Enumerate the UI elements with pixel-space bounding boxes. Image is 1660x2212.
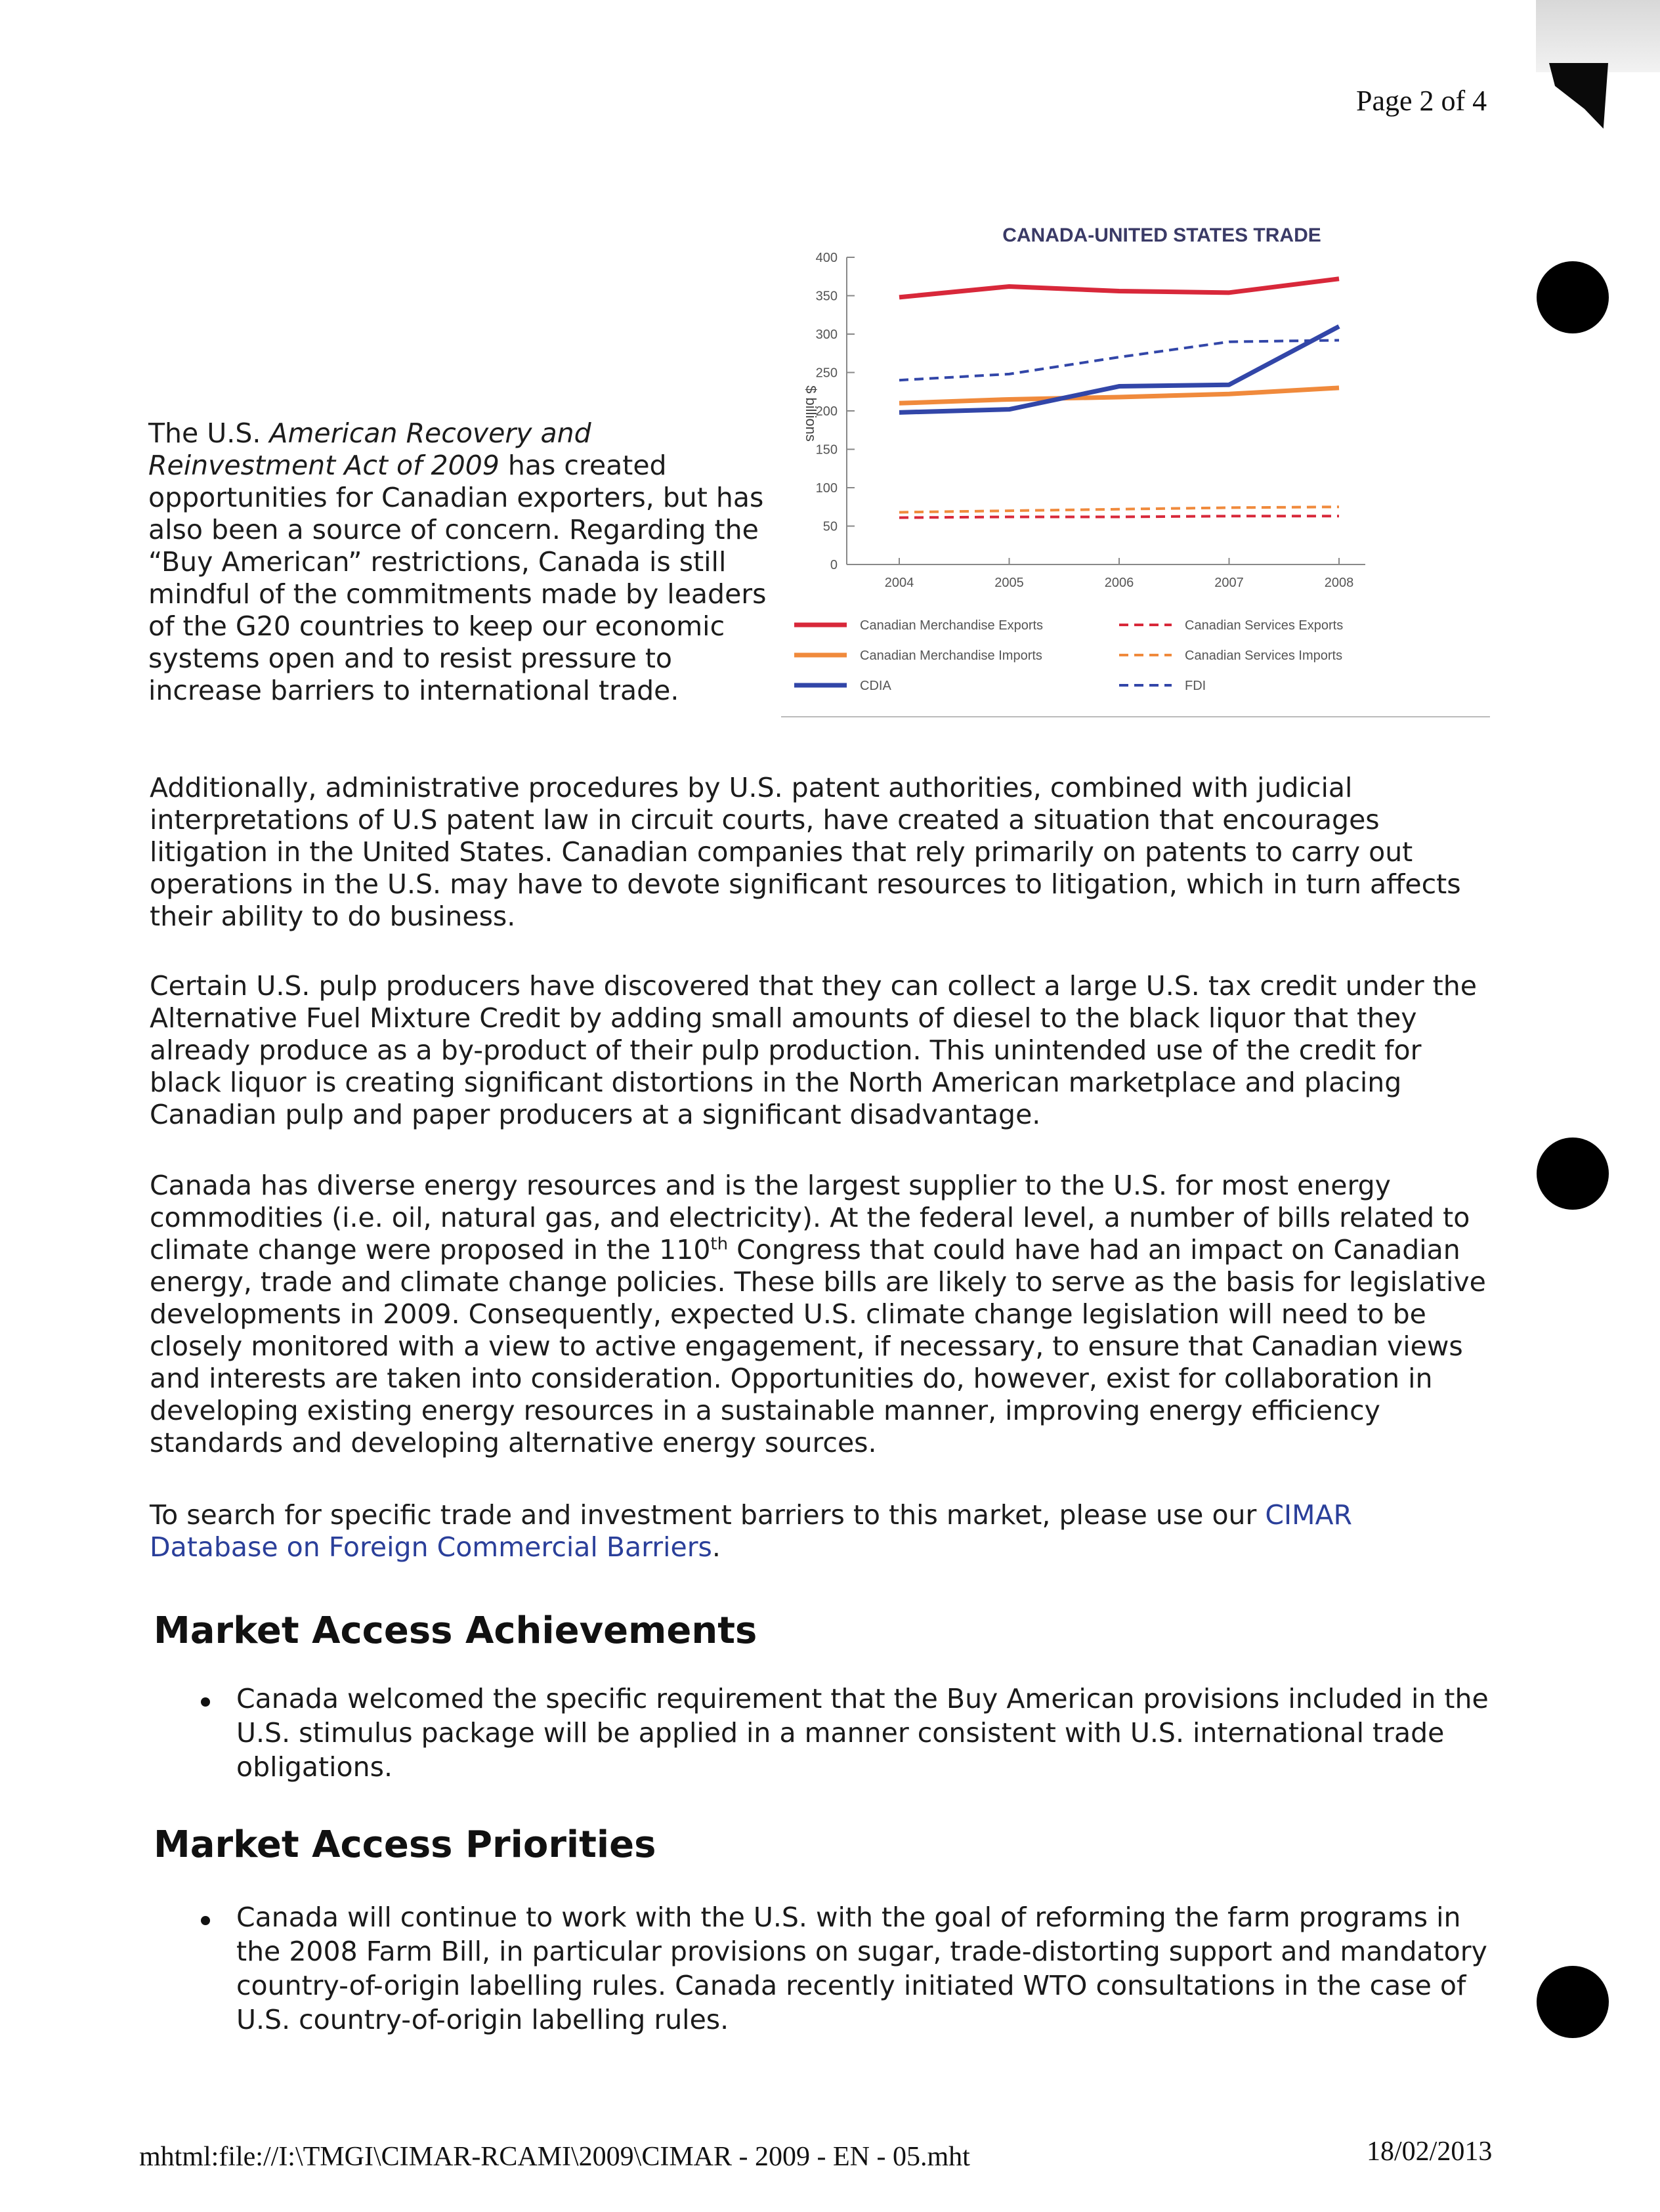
y-tick-label: 150 bbox=[815, 442, 838, 457]
priorities-heading: Market Access Priorities bbox=[154, 1823, 656, 1866]
y-tick-label: 350 bbox=[815, 289, 838, 304]
achievements-heading: Market Access Achievements bbox=[154, 1609, 757, 1652]
x-tick-label: 2004 bbox=[884, 576, 914, 590]
punch-hole-middle bbox=[1537, 1138, 1609, 1210]
legend-label: Canadian Services Imports bbox=[1185, 649, 1343, 663]
legend-label: Canadian Merchandise Imports bbox=[860, 649, 1042, 663]
chart-series bbox=[899, 279, 1339, 518]
x-tick-label: 2008 bbox=[1324, 576, 1354, 590]
bullet-dot bbox=[201, 1697, 210, 1707]
y-tick-label: 250 bbox=[815, 366, 838, 381]
chart-legend bbox=[794, 618, 1343, 693]
x-tick-labels bbox=[885, 558, 1354, 590]
bullet-dot bbox=[201, 1916, 210, 1925]
series-line bbox=[899, 279, 1339, 297]
legend-label: CDIA bbox=[860, 679, 891, 693]
cimar-database-link[interactable]: CIMAR Database on Foreign Commercial Barriers bbox=[150, 1499, 1353, 1563]
energy-paragraph: Canada has diverse energy resources and is the largest supplier to the U.S. for most energy commodities (i.e. oil, natural gas, and electricity). At the federal level, a number of bills related to climate change were proposed in the 110th Congress that could have had an impact on Canadian energy, trade and climate change policies. These bills are likely to serve as the basis for legislative developments in 2009. Consequently, expected U.S. climate change legislation will need to be closely monitored with a view to active engagement, if necessary, to ensure that Canadian views and interests are taken into consideration. Opportunities do, however, exist for collaboration in developing existing energy resources in a sustainable manner, improving energy efficiency standards and developing alternative energy sources. bbox=[150, 1170, 1486, 1458]
punch-hole-top bbox=[1537, 261, 1609, 333]
x-tick-label: 2007 bbox=[1214, 576, 1244, 590]
achievements-bullet-text: Canada welcomed the specific requirement that the Buy American provisions included in the U.S. stimulus package will be applied in a manner consistent with U.S. international trade obligations. bbox=[236, 1683, 1489, 1783]
y-tick-label: 200 bbox=[815, 404, 838, 419]
footer-file-path: mhtml:file://I:\TMGI\CIMAR-RCAMI\2009\CIMAR - 2009 - EN - 05.mht bbox=[139, 2142, 970, 2172]
y-tick-label: 50 bbox=[822, 519, 838, 534]
trade-chart bbox=[781, 217, 1490, 729]
search-paragraph: To search for specific trade and investment barriers to this market, please use our CIMAR Database on Foreign Commercial Barriers. bbox=[150, 1499, 1353, 1563]
chart-title: CANADA-UNITED STATES TRADE bbox=[1002, 224, 1321, 246]
legend-label: Canadian Services Exports bbox=[1185, 618, 1344, 633]
series-line bbox=[899, 516, 1339, 517]
y-tick-label: 100 bbox=[815, 481, 838, 496]
punch-hole-bottom bbox=[1537, 1966, 1609, 2038]
y-tick-labels bbox=[816, 251, 855, 572]
legend-label: FDI bbox=[1185, 679, 1206, 693]
series-line bbox=[899, 507, 1339, 512]
footer-date: 18/02/2013 bbox=[1367, 2137, 1493, 2167]
scan-corner-shade bbox=[1536, 0, 1660, 72]
y-tick-label: 0 bbox=[830, 558, 838, 572]
patent-paragraph: Additionally, administrative procedures by U.S. patent authorities, combined with judicial interpretations of U.S patent law in circuit courts, have created a situation that encourages litigation in the United States. Canadian companies that rely primarily on patents to carry out operations in the U.S. may have to devote significant resources to litigation, which in turn affects their ability to do business. bbox=[150, 772, 1461, 932]
intro-paragraph: The U.S. American Recovery and Reinvestment Act of 2009 has created opportunities for Canadian exporters, but has also been a source of concern. Regarding the “Buy American” restrictions, Canada is still mindful of the commitments made by leaders of the G20 countries to keep our economic systems open and to resist pressure to increase barriers to international trade. bbox=[148, 417, 767, 706]
page-number: Page 2 of 4 bbox=[1356, 85, 1487, 117]
priorities-bullet-text: Canada will continue to work with the U.S. with the goal of reforming the farm programs in the 2008 Farm Bill, in particular provisions on sugar, trade-distorting support and mandatory country-of-origin labelling rules. Canada recently initiated WTO consultations in the case of U.S. country-of-origin labelling rules. bbox=[236, 1902, 1487, 2035]
x-tick-label: 2006 bbox=[1104, 576, 1134, 590]
pulp-paragraph: Certain U.S. pulp producers have discovered that they can collect a large U.S. tax credit under the Alternative Fuel Mixture Credit by adding small amounts of diesel to the black liquor that they already produce as a by-product of their pulp production. This unintended use of the credit for black liquor is creating significant distortions in the North American marketplace and placing Canadian pulp and paper producers at a significant disadvantage. bbox=[150, 970, 1477, 1130]
scan-corner-mark bbox=[1549, 63, 1608, 129]
x-tick-label: 2005 bbox=[994, 576, 1024, 590]
y-axis-label: $ billions bbox=[803, 385, 819, 442]
series-line bbox=[899, 388, 1339, 403]
y-tick-label: 400 bbox=[815, 251, 838, 265]
y-tick-label: 300 bbox=[815, 328, 838, 342]
legend-label: Canadian Merchandise Exports bbox=[860, 618, 1044, 633]
